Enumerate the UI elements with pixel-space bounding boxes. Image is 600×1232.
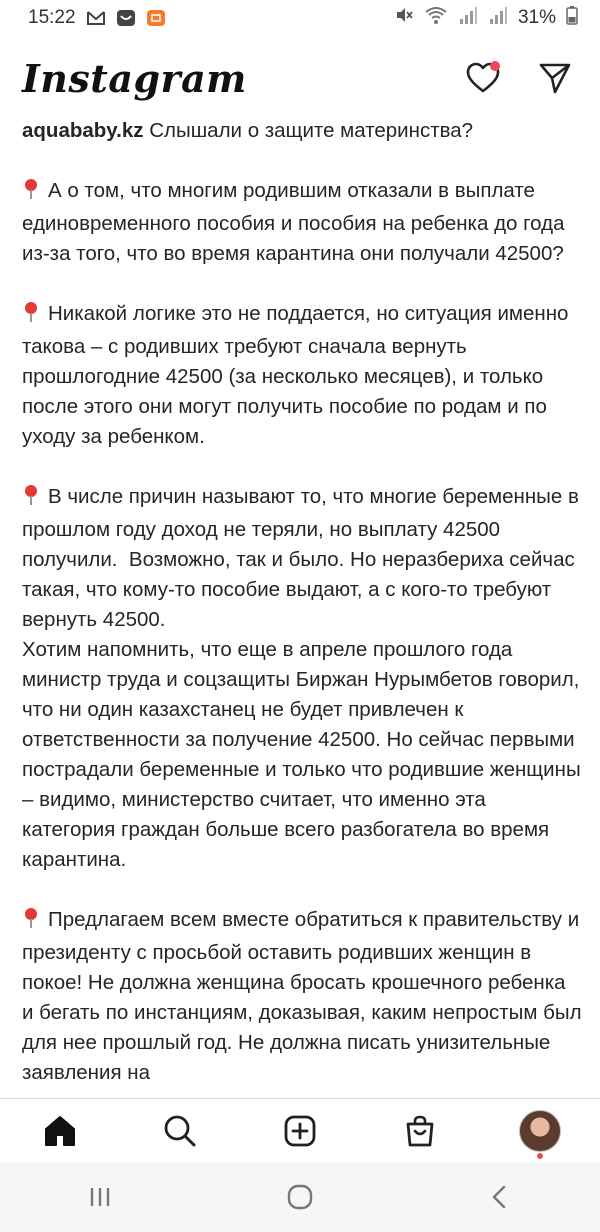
caption-intro: Слышали о защите материнства?: [149, 119, 474, 142]
mute-icon: [394, 5, 414, 31]
recents-button[interactable]: [65, 1172, 135, 1222]
caption-paragraph-text: В числе причин называют то, что многие беременные в прошлом году доход не теряли, но выплату 42500 получили. Возможно, так и было. Но неразбериха сейчас такая, что кому-то пособие выдают, а с кого-то требуют вернуть 42500.: [22, 485, 585, 631]
home-circle-icon: [286, 1183, 314, 1211]
caption-paragraph: Хотим напомнить, что еще в апреле прошлого года министр труда и соцзащиты Биржан Нурымбетов говорил, что ни один казахстанец не будет привлечен к ответственности за получение 42500. Но сейчас первыми пострадали беременные и только что родившие женщины – видимо, министерство считает, что именно эта категория граждан больше всего разбогатела во время карантина.: [22, 638, 587, 871]
caption-username[interactable]: aquababy.kz: [22, 119, 144, 142]
home-system-button[interactable]: [265, 1172, 335, 1222]
battery-percent: 31%: [517, 7, 556, 28]
post-caption: [22, 116, 588, 1098]
direct-messages-button[interactable]: [536, 59, 574, 97]
battery-icon: [566, 5, 578, 31]
caption-paragraph: [22, 482, 585, 635]
back-button[interactable]: [465, 1172, 535, 1222]
pushpin-icon: [22, 484, 40, 515]
nav-profile[interactable]: [510, 1101, 570, 1161]
caption-intro-line: [22, 116, 582, 146]
pushpin-icon: [22, 907, 40, 938]
profile-badge: [537, 1153, 543, 1159]
profile-avatar: [519, 1110, 561, 1152]
mi-app-icon: [146, 9, 166, 27]
nav-search[interactable]: [150, 1101, 210, 1161]
pushpin-icon: [22, 301, 40, 332]
caption-paragraph-text: Предлагаем всем вместе обратиться к правительству и президенту с просьбой оставить родивших женщин в покое! Не должна женщина бросать крошечного ребенка и бегать по инстанциям, доказывая, каким непростым был для нее прошлый год. Не должна писать унизительные заявления на: [22, 908, 588, 1084]
status-left: [28, 7, 166, 29]
activity-button[interactable]: [464, 59, 502, 97]
new-post-icon: [283, 1114, 317, 1148]
status-right: [394, 5, 578, 31]
caption-paragraph-text: Никакой логике это не поддается, но ситуация именно такова – с родивших требуют сначала вернуть прошлогодние 42500 (за несколько месяцев), и только после этого они могут получить пособие по родам и по уходу за ребенком.: [22, 302, 575, 448]
caption-paragraph: [22, 299, 582, 452]
nav-shop[interactable]: [390, 1101, 450, 1161]
nav-new-post[interactable]: [270, 1101, 330, 1161]
gmail-icon: [86, 9, 106, 27]
status-bar: [0, 0, 600, 36]
app-icon: [116, 9, 136, 27]
home-icon: [43, 1114, 77, 1148]
caption-paragraph: [22, 176, 582, 269]
search-icon: [163, 1114, 197, 1148]
signal-icon: [488, 5, 508, 31]
activity-badge: [490, 61, 500, 71]
signal-icon: [458, 5, 478, 31]
header-actions: [464, 59, 574, 97]
app-header: [0, 40, 600, 116]
caption-paragraph-text: А о том, что многим родившим отказали в выплате единовременного пособия и пособия на ребенка до года из-за того, что во время карантина они получали 42500?: [22, 179, 571, 265]
back-icon: [487, 1184, 513, 1210]
shop-icon: [403, 1114, 437, 1148]
android-navigation-bar: [0, 1162, 600, 1232]
bottom-navigation: [0, 1098, 600, 1163]
instagram-logo[interactable]: Instagram: [22, 55, 247, 101]
caption-paragraph: [22, 905, 588, 1088]
pushpin-icon: [22, 178, 40, 209]
paper-plane-icon: [538, 62, 572, 94]
nav-home[interactable]: [30, 1101, 90, 1161]
recents-icon: [87, 1184, 113, 1210]
wifi-icon: [424, 5, 448, 31]
status-time: 15:22: [28, 7, 76, 28]
